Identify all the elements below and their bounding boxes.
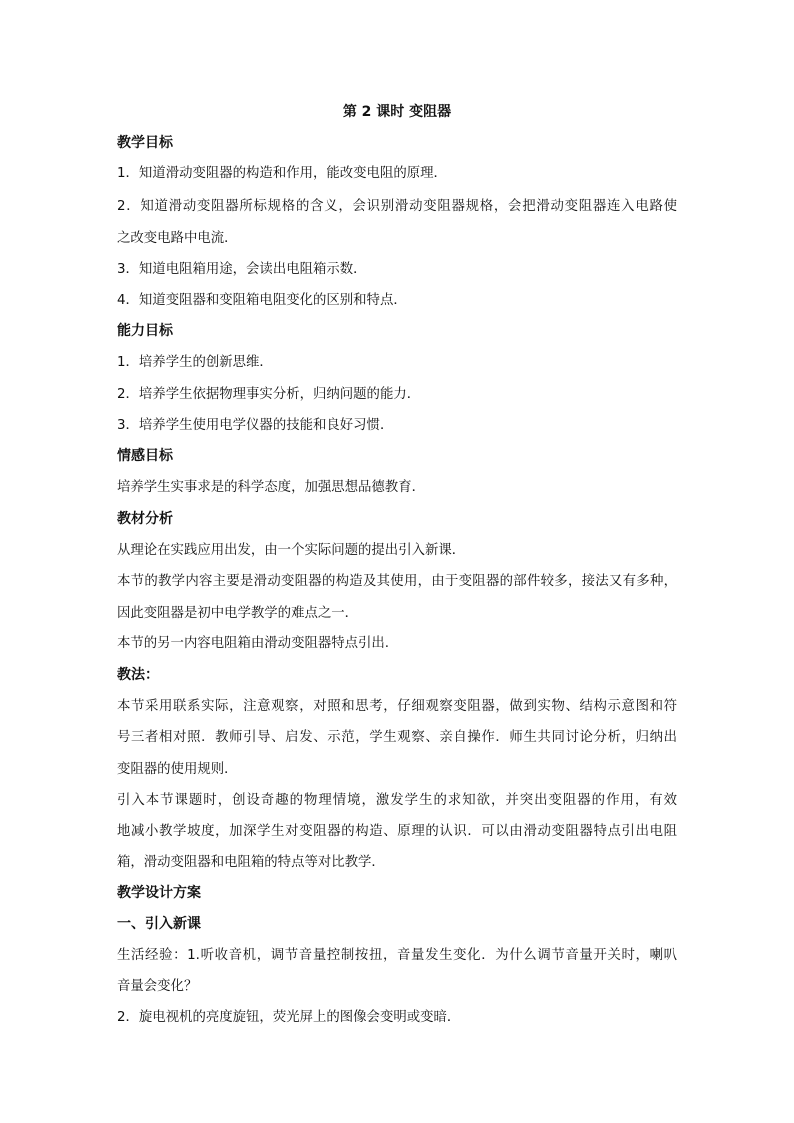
method-paragraph-1-line-3: 变阻器的使用规则． xyxy=(117,762,238,777)
method-paragraph-1-line-2: 号三者相对照．教师引导、启发、示范，学生观察、亲自操作．师生共同讨论分析，归纳出 xyxy=(117,730,677,745)
heading-teaching-method: 教法： xyxy=(117,667,159,683)
heading-ability-objectives: 能力目标 xyxy=(117,323,173,339)
objective-item-2-line-2: 之改变电路中电流． xyxy=(117,231,238,246)
page-title: 第 2 课时 变阻器 xyxy=(342,104,452,120)
heading-textbook-analysis: 教材分析 xyxy=(117,511,173,527)
analysis-paragraph-1: 从理论在实践应用出发，由一个实际问题的提出引入新课． xyxy=(117,543,466,558)
heading-teaching-objectives: 教学目标 xyxy=(117,135,173,151)
heading-emotion-objectives: 情感目标 xyxy=(117,448,173,464)
ability-item-1: 1．培养学生的创新思维． xyxy=(117,355,273,370)
analysis-paragraph-2-line-2: 因此变阻器是初中电学教学的难点之一． xyxy=(117,606,359,621)
ability-item-3: 3．培养学生使用电学仪器的技能和良好习惯． xyxy=(117,418,394,433)
intro-paragraph-1-line-2: 音量会变化？ xyxy=(117,979,198,994)
objective-item-4: 4．知道变阻器和变阻箱电阻变化的区别和特点． xyxy=(117,293,407,308)
ability-item-2: 2．培养学生依据物理事实分析，归纳问题的能力． xyxy=(117,387,421,402)
method-paragraph-2-line-1: 引入本节课题时，创设奇趣的物理情境，激发学生的求知欲，并突出变阻器的作用，有效 xyxy=(117,793,677,808)
intro-paragraph-2: 2．旋电视机的亮度旋钮，荧光屏上的图像会变明或变暗． xyxy=(117,1010,461,1025)
objective-item-2-line-1: 2．知道滑动变阻器所标规格的含义，会识别滑动变阻器规格，会把滑动变阻器连入电路使 xyxy=(117,199,677,214)
heading-introduce-new-lesson: 一、引入新课 xyxy=(117,916,201,932)
intro-paragraph-1-line-1: 生活经验：1.听收音机，调节音量控制按扭，音量发生变化．为什么调节音量开关时，喇叭 xyxy=(117,948,677,963)
analysis-paragraph-2-line-1: 本节的教学内容主要是滑动变阻器的构造及其使用，由于变阻器的部件较多，接法又有多种， xyxy=(117,574,677,589)
objective-item-1: 1．知道滑动变阻器的构造和作用，能改变电阻的原理． xyxy=(117,166,447,181)
heading-teaching-design: 教学设计方案 xyxy=(117,885,201,901)
method-paragraph-2-line-2: 地减小教学坡度，加深学生对变阻器的构造、原理的认识．可以由滑动变阻器特点引出电阻 xyxy=(117,824,677,839)
method-paragraph-1-line-1: 本节采用联系实际，注意观察，对照和思考，仔细观察变阻器，做到实物、结构示意图和符 xyxy=(117,699,677,714)
objective-item-3: 3．知道电阻箱用途，会读出电阻箱示数． xyxy=(117,262,367,277)
analysis-paragraph-3: 本节的另一内容电阻箱由滑动变阻器特点引出. xyxy=(117,636,390,651)
method-paragraph-2-line-3: 箱，滑动变阻器和电阻箱的特点等对比教学． xyxy=(117,855,385,870)
emotion-text: 培养学生实事求是的科学态度，加强思想品德教育． xyxy=(117,480,425,495)
